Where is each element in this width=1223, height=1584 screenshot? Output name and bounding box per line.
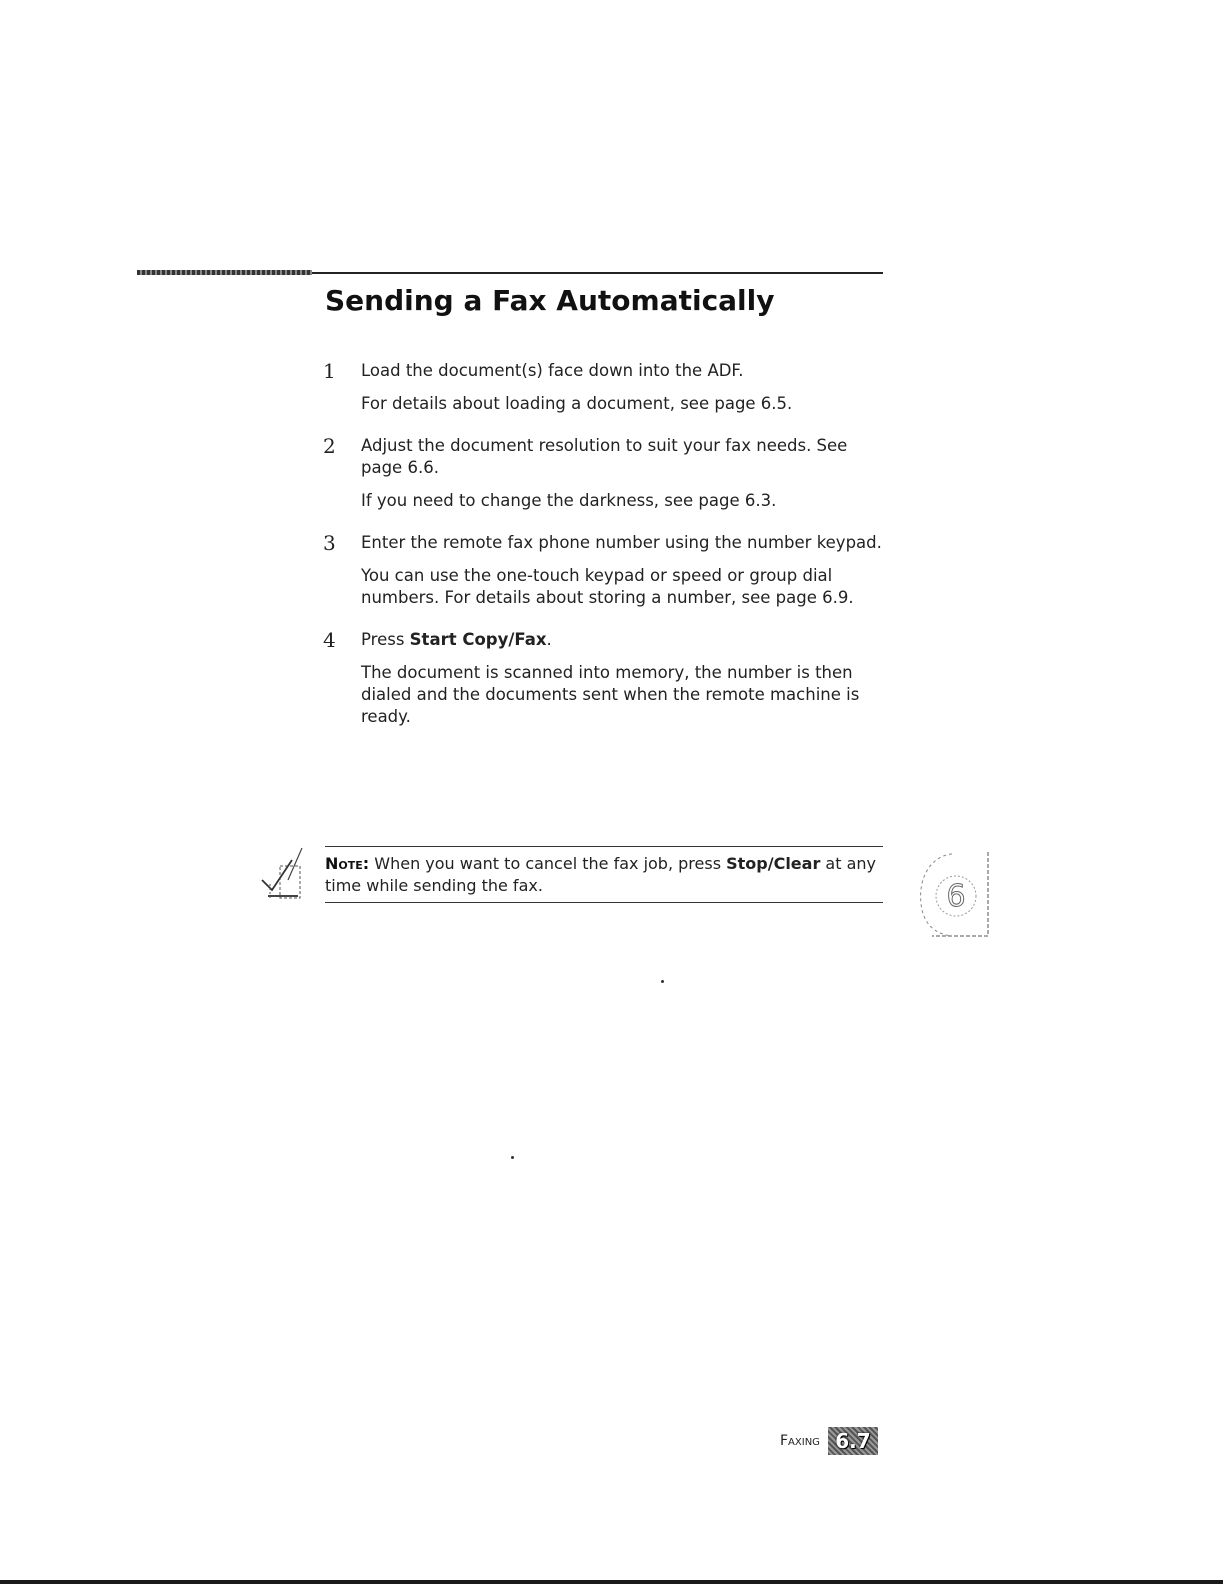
note-label: Note: <box>325 854 370 873</box>
step-4 <box>323 629 893 728</box>
bottom-border <box>0 1580 1223 1584</box>
step-detail: You can use the one-touch keypad or speed or group dial numbers. For details about storing a number, see page 6.9. <box>361 566 854 607</box>
step-2 <box>323 435 893 512</box>
steps-list <box>323 360 893 748</box>
stop-clear-key: Stop/Clear <box>726 854 821 873</box>
step-detail: For details about loading a document, see page 6.5. <box>361 394 793 413</box>
note-text-after: at any time while sending the fax. <box>325 854 877 895</box>
step-number: 4 <box>323 628 336 652</box>
note-checkmark-icon <box>258 846 306 902</box>
scan-speck <box>511 1156 514 1159</box>
note-text-before: When you want to cancel the fax job, press <box>369 854 727 873</box>
step-number: 2 <box>323 434 336 458</box>
step-instruction <box>361 629 893 651</box>
step-detail: The document is scanned into memory, the number is then dialed and the documents sent when the remote machine is ready. <box>361 663 860 726</box>
footer-section-label: Faxing <box>780 1433 820 1449</box>
step-number: 3 <box>323 531 336 555</box>
step-number: 1 <box>323 359 336 383</box>
step-instruction-pre: Press <box>361 630 410 649</box>
chapter-tab-icon <box>912 850 992 940</box>
start-copy-fax-key: Start Copy/Fax <box>409 630 547 649</box>
step-3 <box>323 532 893 609</box>
step-instruction: Adjust the document resolution to suit your fax needs. See page 6.6. <box>361 436 848 477</box>
step-1 <box>323 360 893 415</box>
step-instruction: Load the document(s) face down into the ADF. <box>361 361 744 380</box>
note-box <box>325 846 883 903</box>
step-instruction: Enter the remote fax phone number using the number keypad. <box>361 533 882 552</box>
chapter-number: 6 <box>946 879 966 914</box>
step-detail: If you need to change the darkness, see page 6.3. <box>361 491 777 510</box>
step-instruction-post: . <box>546 630 552 649</box>
top-rule-accent <box>137 270 312 275</box>
scan-speck <box>661 980 664 983</box>
page-number-badge: 6.7 <box>828 1427 878 1455</box>
page-footer <box>780 1426 878 1456</box>
page-title: Sending a Fax Automatically <box>325 284 775 317</box>
